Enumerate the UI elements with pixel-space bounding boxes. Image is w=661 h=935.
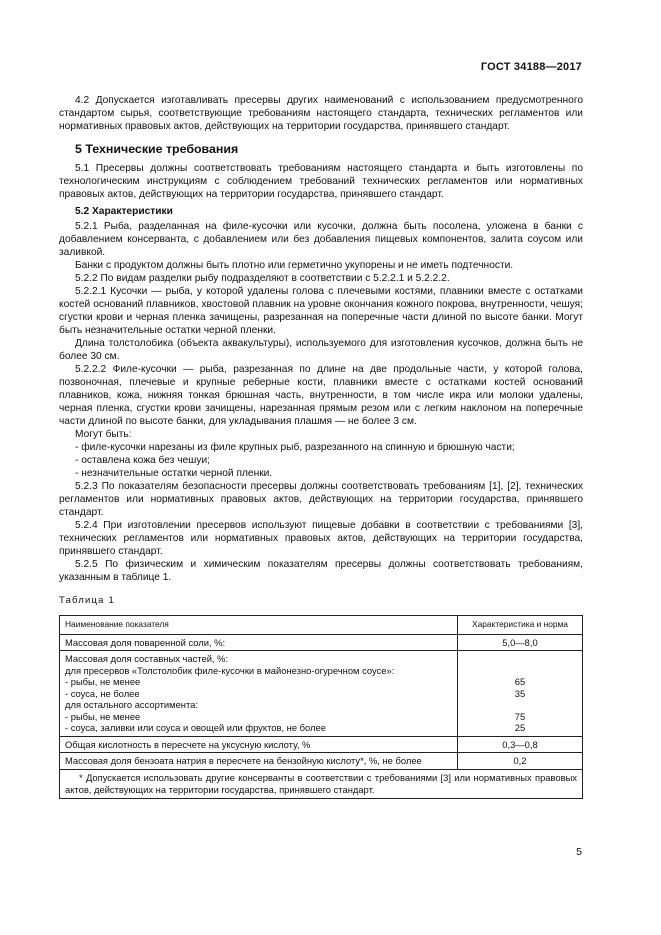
table-row [60, 753, 583, 770]
row-parts-value: 65 [514, 676, 526, 687]
paragraph-5-2-2-1: 5.2.2.1 Кусочки — рыба, у которой удалены голова с плечевыми костями, плавники вместе с остатками костей оснований плавников, хвостовой плавник на уровне окончания кожного покрова, внутренности, чешуя; сгустки крови и черная пленка зачищены, разрезанная на поперечные части длиной по высоте банки. Могут быть незначительные остатки черной пленки. [59, 286, 583, 336]
row-parts-value: 25 [514, 722, 526, 733]
paragraph-5-2-4: 5.2.4 При изготовлении пресервов используют пищевые добавки в соответствии с требованиями [3], технических регламентов или нормативных правовых актов, действующих на территории государства, принявшего стандарт. [59, 520, 583, 557]
paragraph-5-1: 5.1 Пресервы должны соответствовать требованиям настоящего стандарта и быть изготовлены по технологическим инструкциям с соблюдением требований технических регламентов или нормативных правовых актов, действующих на территории государства, принявшего стандарт. [59, 163, 583, 200]
row-benzoate-name: Массовая доля бензоата натрия в пересчете на бензойную кислоту*, %, не более [60, 753, 458, 770]
row-parts-value: 75 [514, 710, 526, 722]
list-item: - незначительные остатки черной пленки. [75, 468, 273, 479]
paragraph-5-2-1: 5.2.1 Рыба, разделанная на филе-кусочки или кусочки, должна быть посолена, уложена в банки с добавлением консерванта, с добавлением или без добавления пищевых компонентов, залита соусом или заливкой. [59, 221, 583, 258]
row-parts-line: - соуса, не более [65, 687, 140, 699]
table-row [60, 651, 583, 737]
paragraph-cans: Банки с продуктом должны быть плотно или герметично укупорены и не иметь подтечности. [75, 260, 514, 271]
paragraph-4-2: 4.2 Допускается изготавливать пресервы других наименований с использованием предусмотренного стандартом сырья, соответствующие требованиям настоящего стандарта, технических регламентов или нормативных правовых актов, действующих на территории государства, принявшего стандарт. [59, 95, 583, 132]
row-parts-values [458, 651, 583, 737]
list-item: - филе-кусочки нарезаны из филе крупных рыб, разрезанного на спинную и брюшную части; [75, 442, 515, 453]
row-acid-value: 0,3—0,8 [458, 736, 583, 753]
column-header-name: Наименование показателя [60, 616, 458, 635]
row-benzoate-value: 0,2 [458, 753, 583, 770]
table-footnote-row [60, 769, 583, 798]
list-item: - оставлена кожа без чешуи; [75, 455, 210, 466]
table-row [60, 736, 583, 753]
requirements-table [59, 615, 583, 799]
paragraph-5-2-5: 5.2.5 По физическим и химическим показателям пресервы должны соответствовать требованиям, указанным в таблице 1. [59, 559, 583, 583]
paragraph-5-2-2-2: 5.2.2.2 Филе-кусочки — рыба, разрезанная по длине на две продольные части, у которой голова, позвоночная, плечевые и крупные реберные кости, плавники вместе с остатками костей оснований плавников, кожа, нижняя тонкая брюшная часть, внутренности, в том числе икра или молоки удалены, черная пленка, сгустки крови зачищены, нарезанная прямым резом или с легким наклоном на поперечные части длиной по высоте банки, для укладывания плашмя — не более 3 см. [59, 364, 583, 427]
paragraph-length: Длина толстолобика (объекта аквакультуры), используемого для изготовления кусочков, должна быть не более 30 см. [59, 338, 583, 362]
row-parts-name [60, 651, 458, 737]
table-caption: Таблица 1 [59, 595, 115, 606]
row-parts-line: для остального ассортимента: [65, 699, 198, 710]
table-header-row [60, 616, 583, 635]
row-salt-name: Массовая доля поваренной соли, %: [60, 634, 458, 651]
table-row [60, 634, 583, 651]
row-acid-name: Общая кислотность в пересчете на уксусную кислоту, % [60, 736, 458, 753]
paragraph-5-2-3: 5.2.3 По показателям безопасности пресервы должны соответствовать требованиям [1], [2], технических регламентов или нормативных правовых актов, действующих на территории государства, принявшего стандарт. [59, 481, 583, 518]
paragraph-5-2-2: 5.2.2 По видам разделки рыбу подразделяют в соответствии с 5.2.2.1 и 5.2.2.2. [75, 273, 450, 284]
row-parts-line: Массовая доля составных частей, %: [65, 653, 229, 664]
row-parts-line: для пресервов «Толстолобик филе-кусочки в майонезно-огуречном соусе»: [65, 664, 395, 676]
paragraph-may: Могут быть: [75, 429, 132, 440]
row-parts-line: - рыбы, не менее [65, 676, 141, 687]
document-header: ГОСТ 34188—2017 [480, 61, 582, 73]
column-header-value: Характеристика и норма [458, 616, 583, 635]
row-salt-value: 5,0—8,0 [458, 634, 583, 651]
section-title: 5 Технические требования [75, 142, 239, 156]
row-parts-line: - соуса, заливки или соуса и овощей или фруктов, не более [65, 722, 326, 733]
table-footnote: * Допускается использовать другие консерванты в соответствии с требованиями [3] или нормативных правовых актов, действующих на территории государства, принявшего стандарт. [60, 769, 583, 798]
row-parts-line: - рыбы, не менее [65, 710, 141, 722]
page-number: 5 [576, 846, 582, 858]
subsection-title: 5.2 Характеристики [75, 206, 173, 217]
document-body [59, 94, 583, 799]
row-parts-value: 35 [514, 687, 526, 699]
